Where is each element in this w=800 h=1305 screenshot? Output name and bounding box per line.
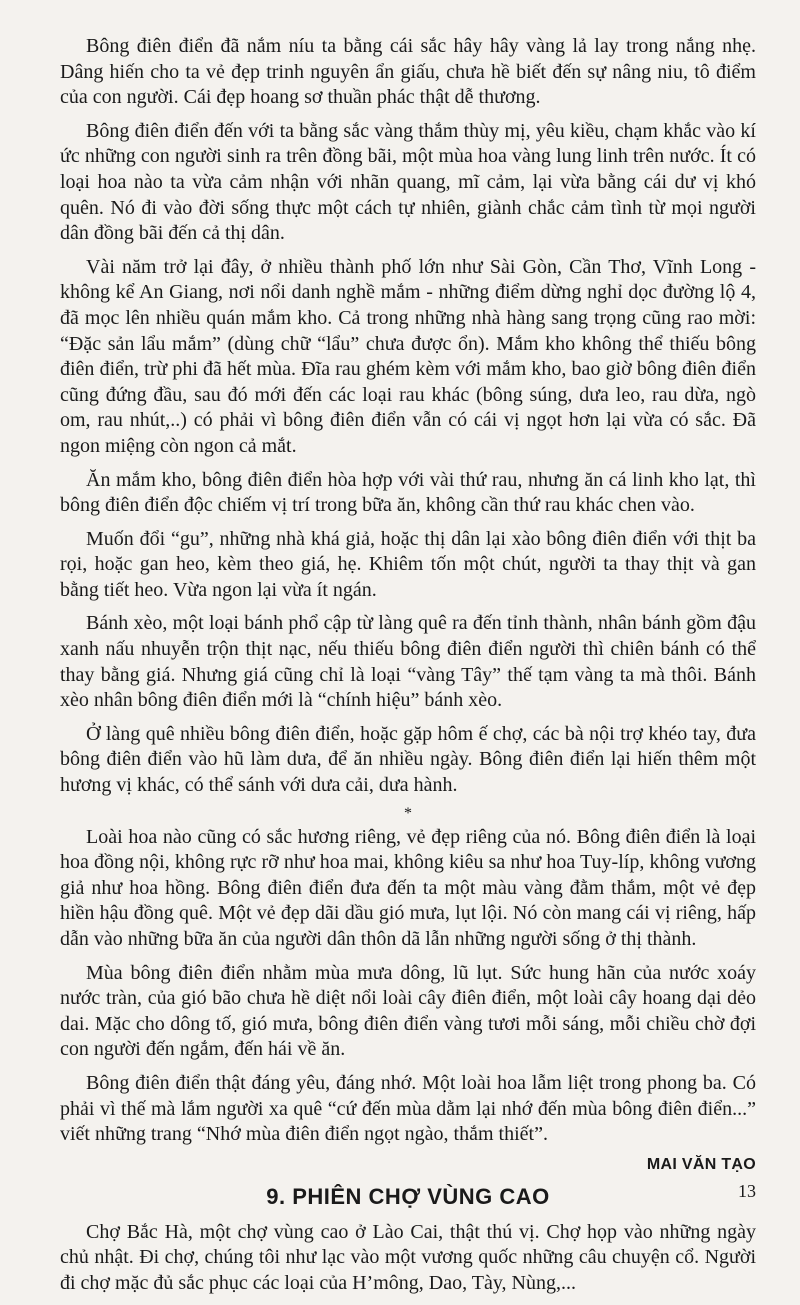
paragraph: Bánh xèo, một loại bánh phổ cập từ làng quê ra đến tỉnh thành, nhân bánh gồm đậu xanh nấu nhuyễn trộn thịt nạc, nếu thiếu bông điên điển người thì chiên bánh có thể thay bằng giá. Nhưng giá cũng chỉ là loại “vàng Tây” thế tạm vàng ta mà thôi. Bánh xèo nhân bông điên điển mới là “chính hiệu” bánh xèo. (60, 612, 756, 712)
page-number: 13 (738, 1181, 756, 1201)
paragraph: Bông điên điển thật đáng yêu, đáng nhớ. Một loài hoa lẫm liệt trong phong ba. Có phải vì thế mà lắm người xa quê “cứ đến mùa dằm lại nhớ đến mùa bông điên điển...” viết những trang “Nhớ mùa điên điển ngọt ngào, thắm thiết”. (60, 1071, 756, 1146)
paragraph: Vài năm trở lại đây, ở nhiều thành phố lớn như Sài Gòn, Cần Thơ, Vĩnh Long - không kể An Giang, nơi nổi danh nghề mắm - những điểm dừng nghỉ dọc đường lộ 4, đã mọc lên nhiều quán mắm kho. Cả trong những nhà hàng sang trọng cũng rao mời: “Đặc sản lẩu mắm” (dùng chữ “lẩu” chưa được ổn). Mắm kho không thể thiếu bông điên điển, trừ phi đã hết mùa. Đĩa rau ghém kèm với mắm kho, bao giờ bông điên điển cũng đứng đầu, sau đó mới đến các loại rau khác (bông súng, dưa leo, rau dừa, ngò om, rau nhút,..) có phải vì bông điên điển vẫn có cái vị ngọt hơn lại vừa có sắc. Đã ngon miệng còn ngon cả mắt. (60, 255, 756, 457)
author-name: MAI VĂN TẠO (646, 1155, 756, 1173)
section-separator: * (404, 804, 412, 822)
paragraph: Bông điên điển đã nắm níu ta bằng cái sắc hây hây vàng lả lay trong nắng nhẹ. Dâng hiến cho ta vẻ đẹp trinh nguyên ẩn giấu, chưa hề biết đến sự nâng niu, tô điểm của con người. Cái đẹp hoang sơ thuần phác thật dễ thương. (60, 35, 756, 109)
paragraph: Mùa bông điên điển nhằm mùa mưa dông, lũ lụt. Sức hung hãn của nước xoáy nước tràn, của gió bão chưa hề diệt nổi loài cây điên điển, một loài cây hoang dại dẻo dai. Mặc cho dông tố, gió mưa, bông điên điển vàng tươi mỗi sáng, mỗi chiều chờ đợi con người đến ngắm, đến hái về ăn. (60, 961, 756, 1061)
page-text (60, 34, 756, 1305)
paragraph: Muốn đổi “gu”, những nhà khá giả, hoặc thị dân lại xào bông điên điển với thịt ba rọi, hoặc gan heo, kèm theo giá, hẹ. Khiêm tốn một chút, người ta thay thịt và gan bằng tiết heo. Vừa ngon lại vừa ít ngán. (60, 527, 756, 601)
paragraph: Loài hoa nào cũng có sắc hương riêng, vẻ đẹp riêng của nó. Bông điên điển là loại hoa đồng nội, không rực rỡ như hoa mai, không kiêu sa như hoa Tuy-líp, không vương giả như hoa hồng. Bông điên điển đưa đến ta một màu vàng đằm thắm, một vẻ đẹp hiền hậu đồng quê. Một vẻ đẹp dãi dầu gió mưa, lụt lội. Nó còn mang cái vị riêng, hấp dẫn vào những bữa ăn của người dân thôn dã lẫn những người sống ở thị thành. (60, 825, 756, 950)
paragraph: Bông điên điển đến với ta bằng sắc vàng thắm thùy mị, yêu kiều, chạm khắc vào kí ức những con người sinh ra trên đồng bãi, một mùa hoa vàng lung linh trên nước. Ít có loại hoa nào ta vừa cảm nhận với nhãn quang, mĩ cảm, lại vừa bằng cái dư vị khó quên. Nó đi vào đời sống thực một cách tự nhiên, giành chắc cảm tình từ mọi người dân đồng bãi đến cả thị dân. (60, 119, 756, 245)
paragraph: Ăn mắm kho, bông điên điển hòa hợp với vài thứ rau, nhưng ăn cá linh kho lạt, thì bông điên điển độc chiếm vị trí trong bữa ăn, không cần thứ rau khác chen vào. (60, 468, 756, 517)
paragraph: Chợ Bắc Hà, một chợ vùng cao ở Lào Cai, thật thú vị. Chợ họp vào những ngày chủ nhật. Đi chợ, chúng tôi như lạc vào một vương quốc những câu chuyện cổ. Người đi chợ mặc đủ sắc phục các loại của H’mông, Dao, Tày, Nùng,... (60, 1220, 756, 1294)
section-title: 9. PHIÊN CHỢ VÙNG CAO (266, 1183, 550, 1209)
paragraph: Ở làng quê nhiều bông điên điển, hoặc gặp hôm ế chợ, các bà nội trợ khéo tay, đưa bông điên điển vào hũ làm dưa, để ăn nhiều ngày. Bông điên điển lại hiến thêm một hương vị khác, có thể sánh với dưa cải, dưa hành. (60, 722, 756, 797)
